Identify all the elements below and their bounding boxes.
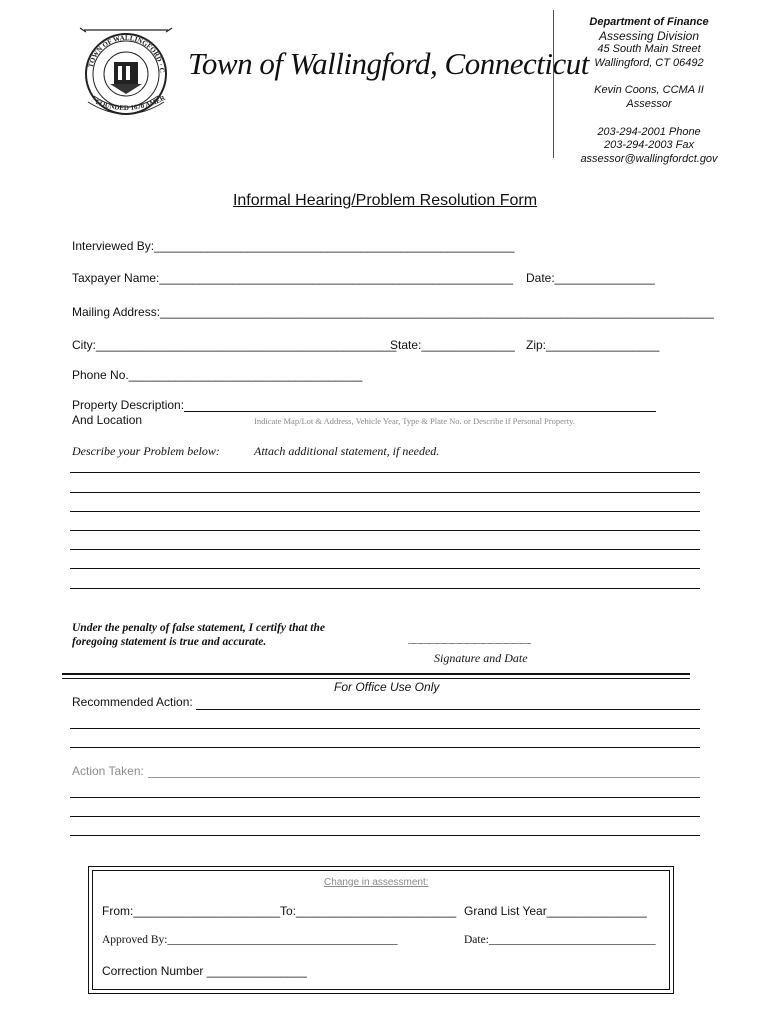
correction-number-field[interactable]: Correction Number _______________	[102, 964, 307, 978]
problem-line[interactable]	[70, 530, 700, 531]
office-use-divider	[62, 673, 690, 675]
zip-field[interactable]: Zip:_________________	[526, 338, 660, 352]
recommended-action-line[interactable]	[70, 747, 700, 748]
action-taken-line[interactable]	[70, 835, 700, 836]
office-fax: 203-294-2003 Fax	[604, 139, 694, 152]
interviewed-by-field[interactable]: Interviewed By:______________________________________________________	[72, 239, 515, 253]
assessor-title: Assessor	[626, 97, 672, 110]
attach-note: Attach additional statement, if needed.	[254, 444, 440, 458]
office-use-divider-thin	[62, 678, 690, 679]
assessment-date-field[interactable]: Date:_____________________________	[464, 934, 656, 946]
office-info	[570, 16, 728, 166]
problem-line[interactable]	[70, 588, 700, 589]
approved-by-field[interactable]: Approved By:________________________________________	[102, 934, 398, 946]
town-seal	[74, 22, 178, 126]
division-name: Assessing Division	[598, 28, 700, 43]
to-field[interactable]: To:________________________	[280, 904, 457, 918]
signature-label: Signature and Date	[434, 651, 528, 665]
recommended-action-line[interactable]	[196, 709, 700, 710]
assessor-name: Kevin Coons, CCMA II	[594, 84, 704, 97]
mailing-address-field[interactable]: Mailing Address:___________________________________________________________________________________	[72, 305, 714, 319]
recommended-action-line[interactable]	[70, 728, 700, 729]
from-field[interactable]: From:______________________	[102, 904, 281, 918]
problem-line[interactable]	[70, 549, 700, 550]
describe-problem-label: Describe your Problem below:	[72, 444, 220, 458]
header-divider	[553, 10, 554, 158]
office-street: 45 South Main Street	[597, 43, 701, 56]
seal-ring-text: TOWN OF WALLINGFORD · C	[86, 33, 167, 74]
property-hint: Indicate Map/Lot & Address, Vehicle Year, Type & Plate No. or Describe if Personal Property.	[254, 416, 575, 426]
certify-line-1: Under the penalty of false statement, I certify that the	[72, 622, 325, 634]
state-field[interactable]: State:______________	[390, 338, 515, 352]
office-city-state: Wallingford, CT 06492	[594, 56, 704, 69]
taxpayer-name-field[interactable]: Taxpayer Name:_____________________________________________________	[72, 271, 514, 285]
seal-bottom-text: FOUNDED 1670 AMER	[94, 93, 167, 113]
form-title: Informal Hearing/Problem Resolution Form	[232, 192, 538, 209]
problem-line[interactable]	[70, 568, 700, 569]
office-use-heading: For Office Use Only	[334, 680, 440, 694]
certification-statement	[72, 621, 325, 649]
and-location-label: And Location	[72, 413, 143, 427]
action-taken-line[interactable]	[70, 797, 700, 798]
property-description-line[interactable]	[184, 411, 656, 412]
problem-line[interactable]	[70, 472, 700, 473]
town-title: Town of Wallingford, Connecticut	[188, 46, 589, 81]
grand-list-year-field[interactable]: Grand List Year_______________	[464, 904, 647, 918]
signature-line[interactable]: ...........................................................................................................	[408, 638, 532, 646]
problem-line[interactable]	[70, 492, 700, 493]
certify-line-2: foregoing statement is true and accurate.	[72, 636, 267, 648]
phone-field[interactable]: Phone No.___________________________________	[72, 368, 363, 382]
office-email[interactable]: assessor@wallingfordct.gov	[580, 152, 718, 165]
city-field[interactable]: City:_____________________________________________	[72, 338, 397, 352]
action-taken-line[interactable]	[70, 816, 700, 817]
date-field[interactable]: Date:_______________	[526, 271, 655, 285]
action-taken-label: Action Taken:	[72, 764, 144, 778]
problem-line[interactable]	[70, 511, 700, 512]
recommended-action-label: Recommended Action:	[72, 695, 193, 709]
property-description-label: Property Description:	[72, 398, 185, 412]
office-phone: 203-294-2001 Phone	[597, 125, 701, 138]
change-assessment-heading: Change in assessment:	[324, 877, 429, 888]
action-taken-line[interactable]	[148, 777, 700, 778]
department-name: Department of Finance	[589, 16, 709, 28]
